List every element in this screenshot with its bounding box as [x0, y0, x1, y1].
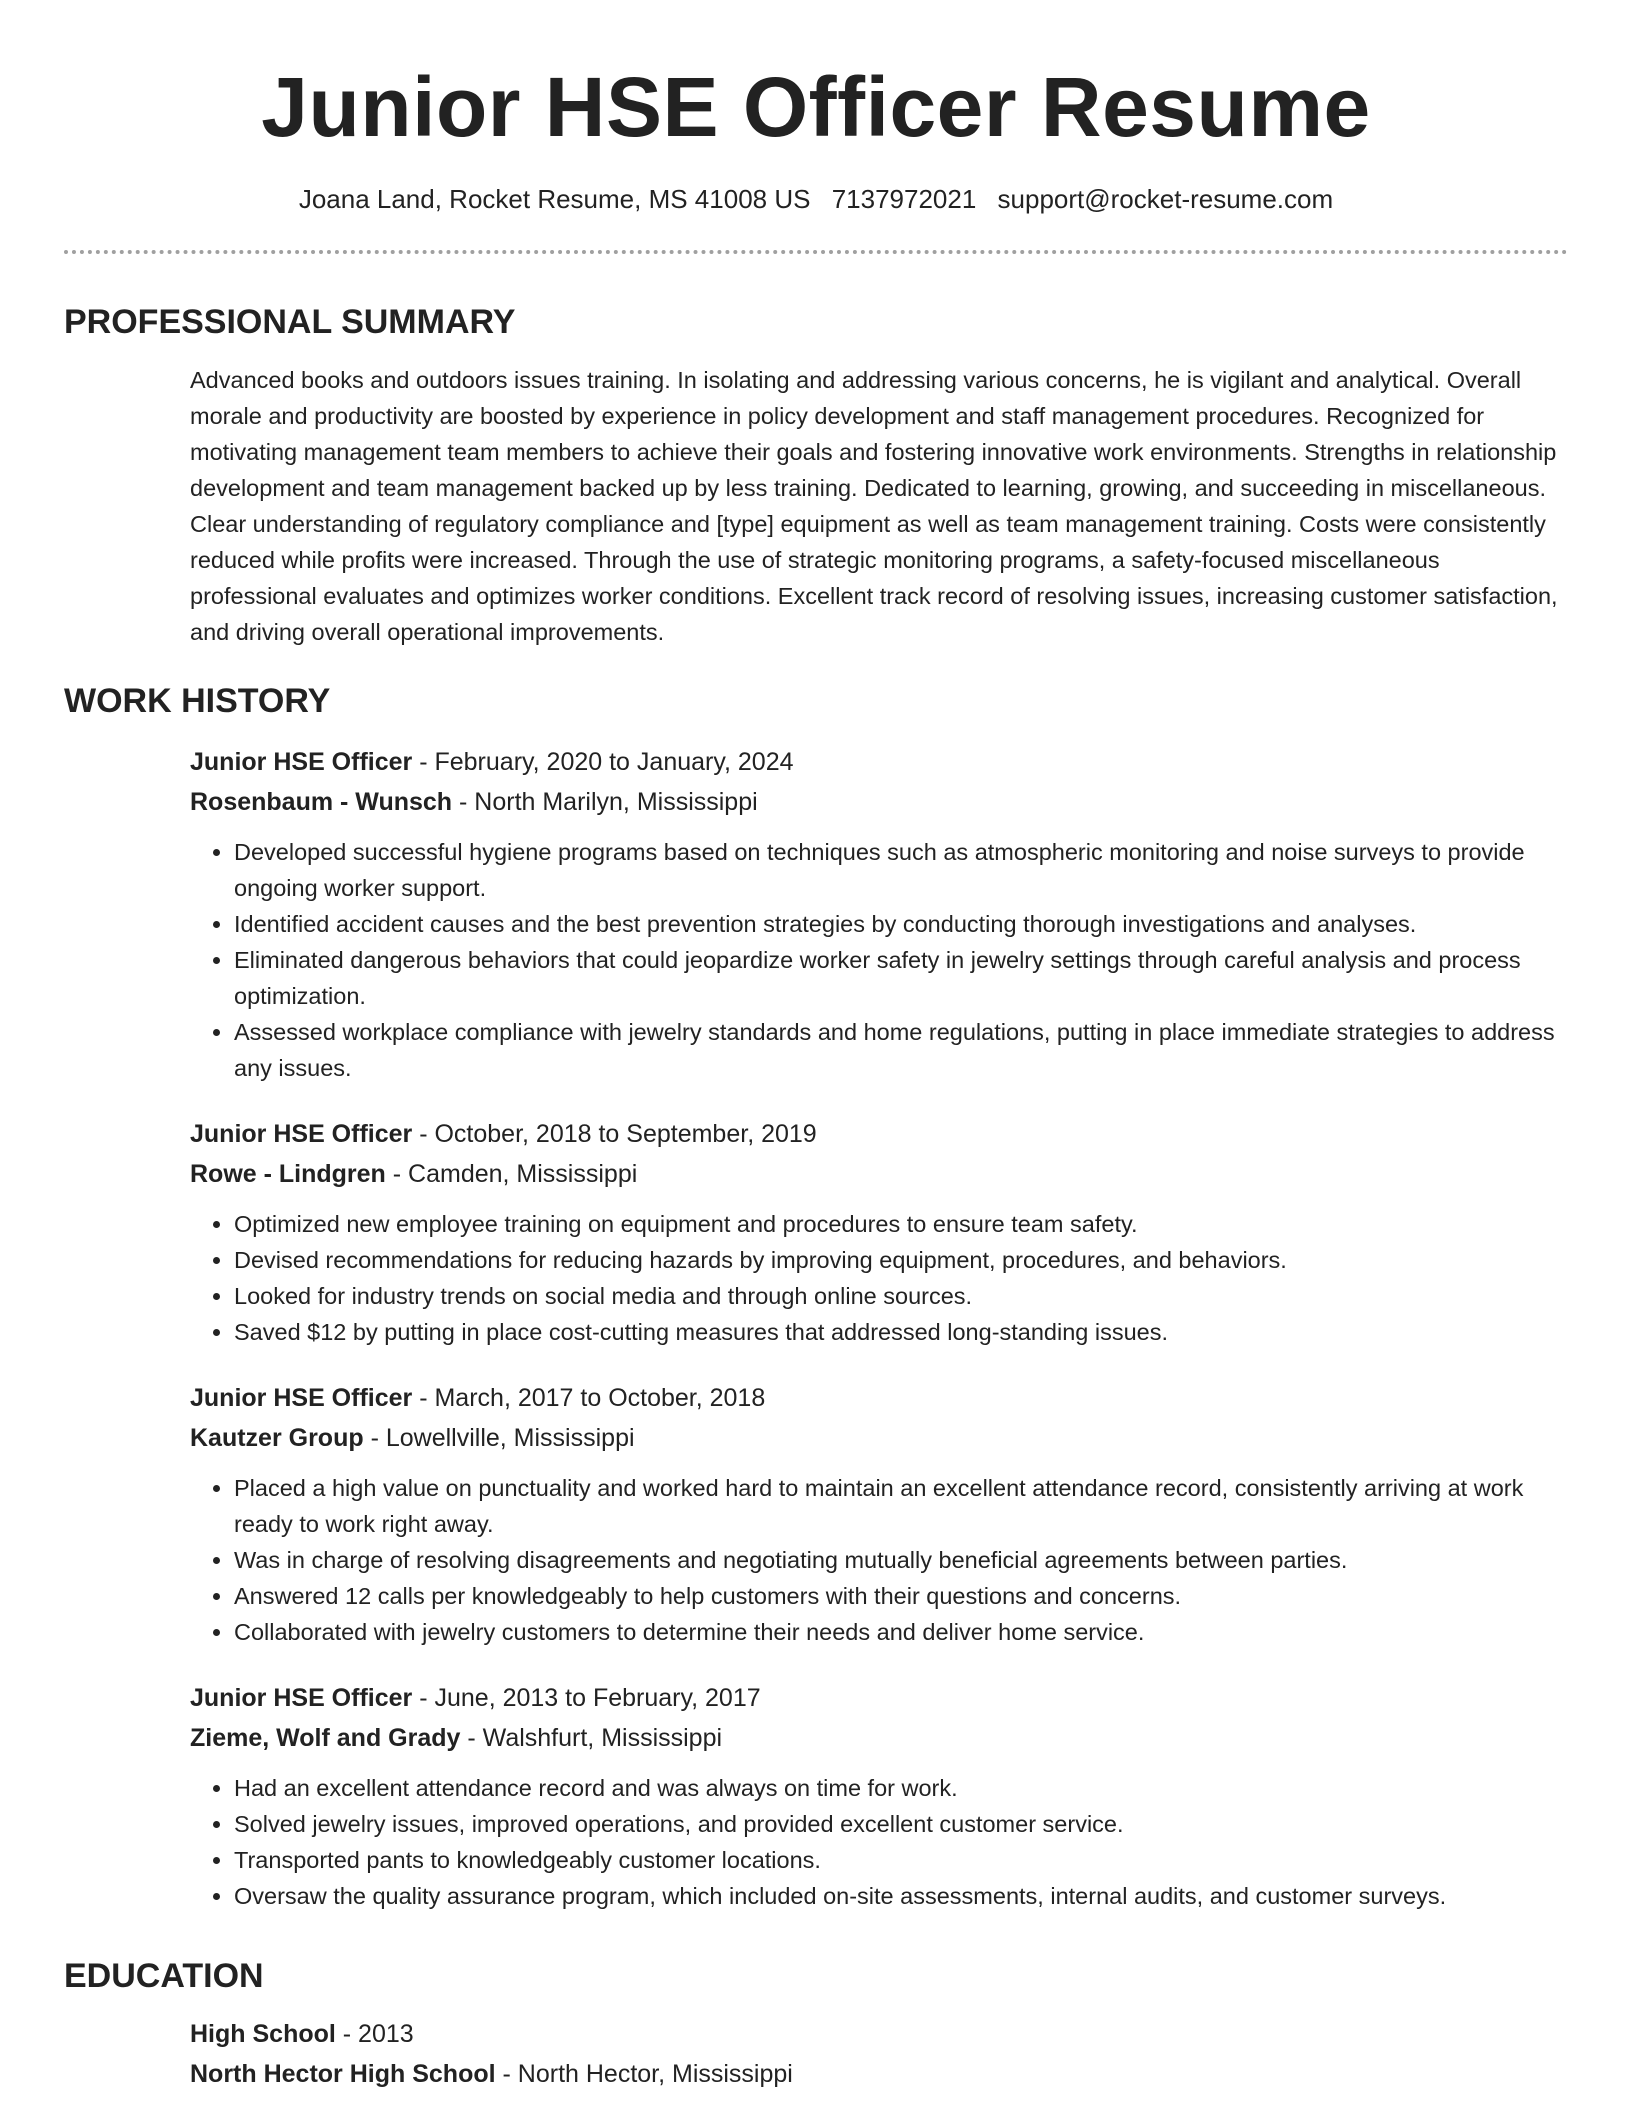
education-school-line [190, 2054, 1568, 2094]
bullet-item: • Assessed workplace compliance with jewelry standards and home regulations, putting in place immediate strategies to address any issues. [234, 1014, 1568, 1086]
job-title: Junior HSE Officer [190, 748, 413, 776]
job-entry [190, 1114, 1568, 1350]
education-heading: EDUCATION [64, 1957, 264, 1995]
job-company: Rowe - Lindgren [190, 1160, 386, 1188]
job-company-line [190, 1154, 1568, 1194]
bullet-item: • Collaborated with jewelry customers to determine their needs and deliver home service. [234, 1614, 1568, 1650]
education-section [190, 2014, 1568, 2094]
bullet-item: • Identified accident causes and the best prevention strategies by conducting thorough investigations and analyses. [234, 906, 1568, 942]
job-location: - Walshfurt, Mississippi [460, 1724, 723, 1752]
header-divider [64, 250, 1568, 254]
bullet-item: • Placed a high value on punctuality and worked hard to maintain an excellent attendance record, consistently arriving at work ready to work right away. [234, 1470, 1568, 1542]
contact-phone: 7137972021 [831, 184, 977, 214]
bullet-item: • Solved jewelry issues, improved operations, and provided excellent customer service. [234, 1806, 1568, 1842]
job-title: Junior HSE Officer [190, 1384, 413, 1412]
job-bullets [190, 834, 1568, 1086]
bullet-item: • Answered 12 calls per knowledgeably to help customers with their questions and concerns. [234, 1578, 1568, 1614]
job-dates: - February, 2020 to January, 2024 [412, 748, 794, 776]
education-school: North Hector High School [190, 2060, 496, 2088]
contact-info [0, 182, 1632, 216]
job-dates: - October, 2018 to September, 2019 [412, 1120, 817, 1148]
bullet-item: • Optimized new employee training on equipment and procedures to ensure team safety. [234, 1206, 1568, 1242]
education-year: - 2013 [335, 2020, 414, 2048]
bullet-item: • Was in charge of resolving disagreements and negotiating mutually beneficial agreements between parties. [234, 1542, 1568, 1578]
job-entry [190, 1378, 1568, 1650]
bullet-item: • Had an excellent attendance record and was always on time for work. [234, 1770, 1568, 1806]
job-bullets [190, 1206, 1568, 1350]
job-location: - North Marilyn, Mississippi [452, 788, 758, 816]
work-history-section [190, 742, 1568, 1914]
job-location: - Camden, Mississippi [385, 1160, 638, 1188]
job-bullets [190, 1770, 1568, 1914]
job-company-line [190, 782, 1568, 822]
job-title-line [190, 1378, 1568, 1418]
education-degree: High School [190, 2020, 336, 2048]
summary-text: Advanced books and outdoors issues training. In isolating and addressing various concerns, he is vigilant and analytical. Overall morale and productivity are boosted by experience in policy development and staff management procedures. Recognized for motivating management team members to achieve their goals and fostering innovative work environments. Strengths in relationship development and team management backed up by less training. Dedicated to learning, growing, and succeeding in miscellaneous. Clear understanding of regulatory compliance and [type] equipment as well as team management training. Costs were consistently reduced while profits were increased. Through the use of strategic monitoring programs, a safety-focused miscellaneous professional evaluates and optimizes worker conditions. Excellent track record of resolving issues, increasing customer satisfaction, and driving overall operational improvements. [190, 367, 1558, 645]
job-title-line [190, 742, 1568, 782]
job-entry [190, 1678, 1568, 1914]
education-degree-line [190, 2014, 1568, 2054]
job-dates: - March, 2017 to October, 2018 [412, 1384, 766, 1412]
summary-section [190, 362, 1568, 650]
job-bullets [190, 1470, 1568, 1650]
job-dates: - June, 2013 to February, 2017 [412, 1684, 761, 1712]
bullet-item: • Devised recommendations for reducing hazards by improving equipment, procedures, and behaviors. [234, 1242, 1568, 1278]
job-company-line [190, 1718, 1568, 1758]
summary-heading: PROFESSIONAL SUMMARY [64, 303, 516, 341]
job-company: Kautzer Group [190, 1424, 364, 1452]
resume-content [64, 296, 1568, 2094]
bullet-item: • Oversaw the quality assurance program, which included on-site assessments, internal audits, and customer surveys. [234, 1878, 1568, 1914]
job-title-line [190, 1114, 1568, 1154]
bullet-item: • Transported pants to knowledgeably customer locations. [234, 1842, 1568, 1878]
bullet-item: • Saved $12 by putting in place cost-cutting measures that addressed long-standing issues. [234, 1314, 1568, 1350]
resume-title: Junior HSE Officer Resume [261, 60, 1371, 154]
contact-address: Joana Land, Rocket Resume, MS 41008 US [298, 184, 811, 214]
job-company-line [190, 1418, 1568, 1458]
job-title: Junior HSE Officer [190, 1684, 413, 1712]
bullet-item: • Looked for industry trends on social media and through online sources. [234, 1278, 1568, 1314]
job-entry [190, 742, 1568, 1086]
contact-email: support@rocket-resume.com [997, 184, 1334, 214]
bullet-item: • Developed successful hygiene programs based on techniques such as atmospheric monitoring and noise surveys to provide ongoing worker support. [234, 834, 1568, 906]
job-company: Rosenbaum - Wunsch [190, 788, 453, 816]
job-title: Junior HSE Officer [190, 1120, 413, 1148]
job-company: Zieme, Wolf and Grady [190, 1724, 461, 1752]
job-location: - Lowellville, Mississippi [363, 1424, 635, 1452]
bullet-item: • Eliminated dangerous behaviors that could jeopardize worker safety in jewelry settings through careful analysis and process optimization. [234, 942, 1568, 1014]
work-history-heading: WORK HISTORY [64, 682, 331, 720]
education-location: - North Hector, Mississippi [495, 2060, 793, 2088]
job-title-line [190, 1678, 1568, 1718]
